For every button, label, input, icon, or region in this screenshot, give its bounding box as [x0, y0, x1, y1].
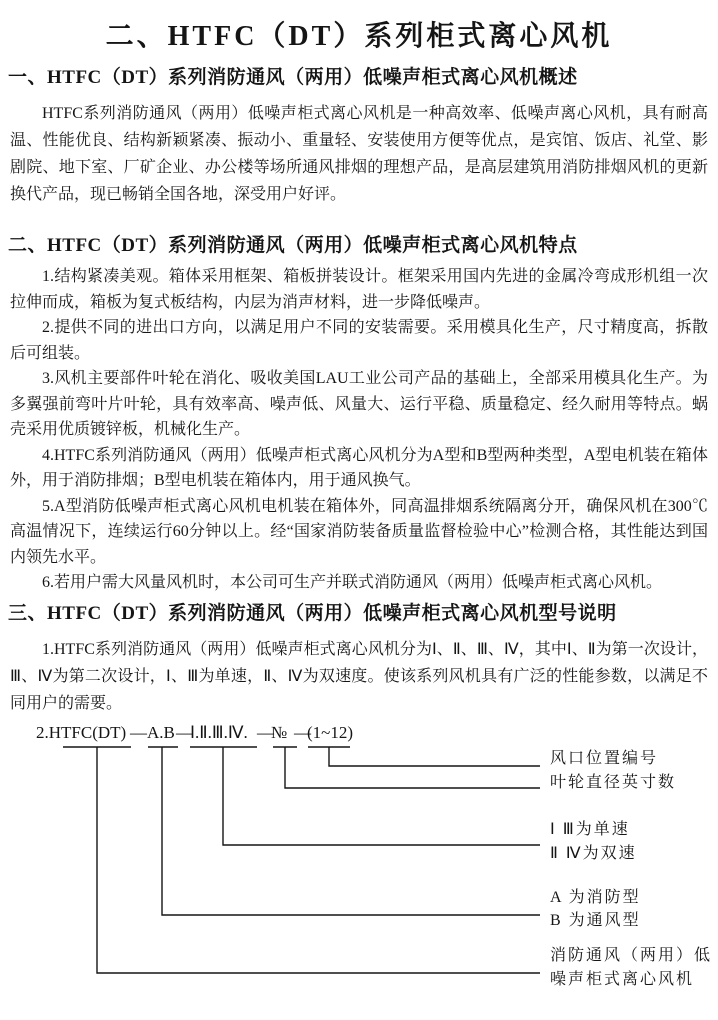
section-model-designation	[0, 602, 718, 717]
model-code-family: 2.HTFC(DT)	[36, 723, 127, 742]
label-type-b: B 为通风型	[550, 912, 641, 929]
feature-item-6: 6.若用户需大风量风机时，本公司可生产并联式消防通风（两用）低噪声柜式离心风机。	[42, 574, 663, 591]
model-code-dash-4: —	[294, 723, 311, 742]
model-code-dash-3: —	[257, 723, 274, 742]
section-overview-heading: 一、HTFC（DT）系列消防通风（两用）低噪声柜式离心风机概述	[8, 67, 578, 88]
feature-item-5: 5.A型消防低噪声柜式离心风机电机装在箱体外，同高温排烟系统隔离分开，确保风机在300℃高温情况下，连续运行60分钟以上。经“国家消防装备质量监督检验中心”检测合格，其性能达到国内领先水平。	[10, 497, 708, 566]
model-code-dash-2: —	[176, 723, 193, 742]
label-product-name-line1: 消防通风（两用）低	[550, 947, 713, 964]
label-impeller-diameter: 叶轮直径英寸数	[550, 774, 677, 791]
section-features	[0, 234, 718, 596]
label-single-speed: Ⅰ Ⅲ为单速	[550, 821, 630, 838]
model-code-type: A.B	[147, 723, 175, 742]
section-overview-paragraph: HTFC系列消防通风（两用）低噪声柜式离心风机是一种高效率、低噪声离心风机，具有耐高温、性能优良、结构新颖紧凑、振动小、重量轻、安装使用方便等优点，是宾馆、饭店、礼堂、影剧院、地下室、厂矿企业、办公楼等场所通风排烟的理想产品，是高层建筑用消防排烟风机的更新换代产品，现已畅销全国各地，深受用户好评。	[10, 105, 708, 203]
model-code-design-series: Ⅰ.Ⅱ.Ⅲ.Ⅳ.	[190, 723, 248, 742]
section-model-heading: 三、HTFC（DT）系列消防通风（两用）低噪声柜式离心风机型号说明	[8, 602, 617, 624]
document-title: 二、HTFC（DT）系列柜式离心风机	[105, 21, 613, 52]
label-outlet-position: 风口位置编号	[550, 750, 659, 767]
model-code-dash-1: —	[130, 723, 147, 742]
section-model-paragraph: 1.HTFC系列消防通风（两用）低噪声柜式离心风机分为Ⅰ、Ⅱ、Ⅲ、Ⅳ，其中Ⅰ、Ⅱ为第一次设计，Ⅲ、Ⅳ为第二次设计，Ⅰ、Ⅲ为单速，Ⅱ、Ⅳ为双速度。使该系列风机具有广泛的性能参数，以满足不同用户的需要。	[10, 640, 708, 712]
model-code-outlet-range: (1~12)	[307, 723, 354, 742]
model-code-diagram	[0, 715, 718, 1020]
feature-item-1: 1.结构紧凑美观。箱体采用框架、箱板拼装设计。框架采用国内先进的金属冷弯成形机组一次拉伸而成，箱板为复式板结构，内层为消声材料，进一步降低噪声。	[10, 268, 708, 311]
model-code-numero: №	[271, 723, 288, 742]
section-overview	[0, 66, 718, 208]
label-type-a: A 为消防型	[550, 889, 641, 906]
label-product-name-line2: 噪声柜式离心风机	[550, 971, 695, 988]
feature-item-3: 3.风机主要部件叶轮在消化、吸收美国LAU工业公司产品的基础上，全部采用模具化生产。为多翼强前弯叶片叶轮，具有效率高、噪声低、风量大、运行平稳、质量稳定、经久耐用等特点。蜗壳采用优质镀锌板，机械化生产。	[10, 370, 708, 438]
feature-item-2: 2.提供不同的进出口方向，以满足用户不同的安装需要。采用模具化生产，尺寸精度高，拆散后可组装。	[10, 319, 708, 362]
label-double-speed: Ⅱ Ⅳ为双速	[550, 845, 637, 862]
feature-item-4: 4.HTFC系列消防通风（两用）低噪声柜式离心风机分为A型和B型两种类型，A型电机装在箱体外，用于消防排烟；B型电机装在箱体内，用于通风换气。	[10, 446, 708, 489]
section-features-heading: 二、HTFC（DT）系列消防通风（两用）低噪声柜式离心风机特点	[8, 235, 578, 256]
